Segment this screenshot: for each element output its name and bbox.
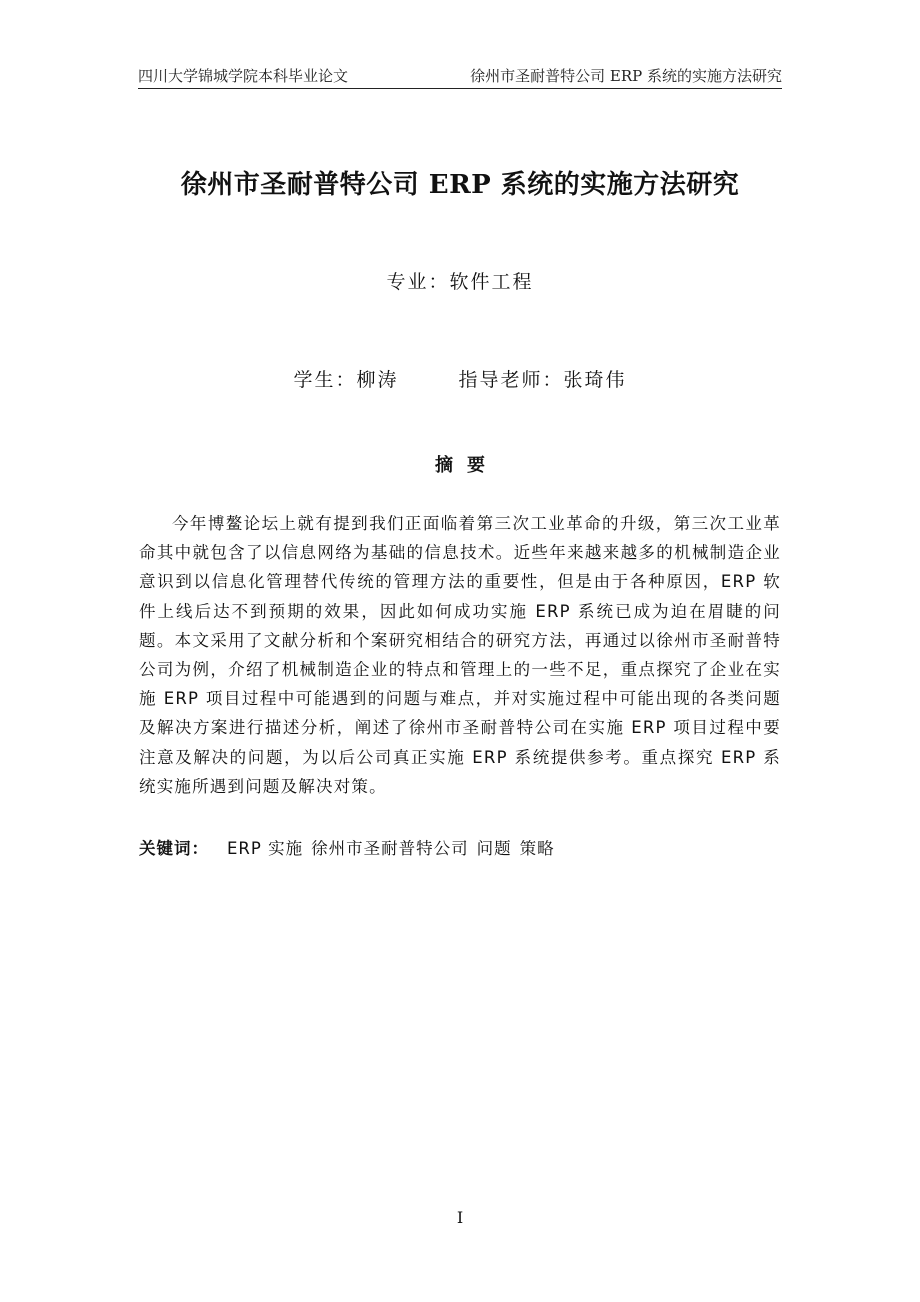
student-name: 学生：柳涛 [293,369,399,391]
keyword-item: 策略 [519,839,555,858]
abstract-body: 今年博鳌论坛上就有提到我们正面临着第三次工业革命的升级，第三次工业革命其中就包含了以信息网络为基础的信息技术。近些年来越来越多的机械制造企业意识到以信息化管理替代传统的管理方法的重要性，但是由于各种原因，ERP 软件上线后达不到预期的效果，因此如何成功实施 ERP 系统已成为迫在眉睫的问题。本文采用了文献分析和个案研究相结合的研究方法，再通过以徐州市圣耐普特公司为例，介绍了机械制造企业的特点和管理上的一些不足，重点探究了企业在实施 ERP 项目过程中可能遇到的问题与难点，并对实施过程中可能出现的各类问题及解决方案进行描述分析，阐述了徐州市圣耐普特公司在实施 ERP 项目过程中要注意及解决的问题，为以后公司真正实施 ERP 系统提供参考。重点探究 ERP 系统实施所遇到问题及解决对策。 [139,514,781,796]
keyword-item: 徐州市圣耐普特公司 [311,839,469,858]
running-header [138,64,782,89]
header-university: 四川大学锦城学院本科毕业论文 [138,67,349,85]
keyword-item: ERP 实施 [227,839,304,858]
page-number: I [456,1208,464,1227]
advisor-name: 指导老师：张琦伟 [458,369,627,391]
header-thesis-title: 徐州市圣耐普特公司 ERP 系统的实施方法研究 [470,67,782,85]
thesis-title: 徐州市圣耐普特公司 ERP 系统的实施方法研究 [180,170,740,200]
author-line [0,365,920,392]
keywords-line [139,835,781,863]
abstract-heading: 摘要 [435,455,499,476]
keyword-item: 问题 [476,839,512,858]
keywords-label: 关键词： [139,839,209,858]
major-line: 专业：软件工程 [386,271,534,293]
